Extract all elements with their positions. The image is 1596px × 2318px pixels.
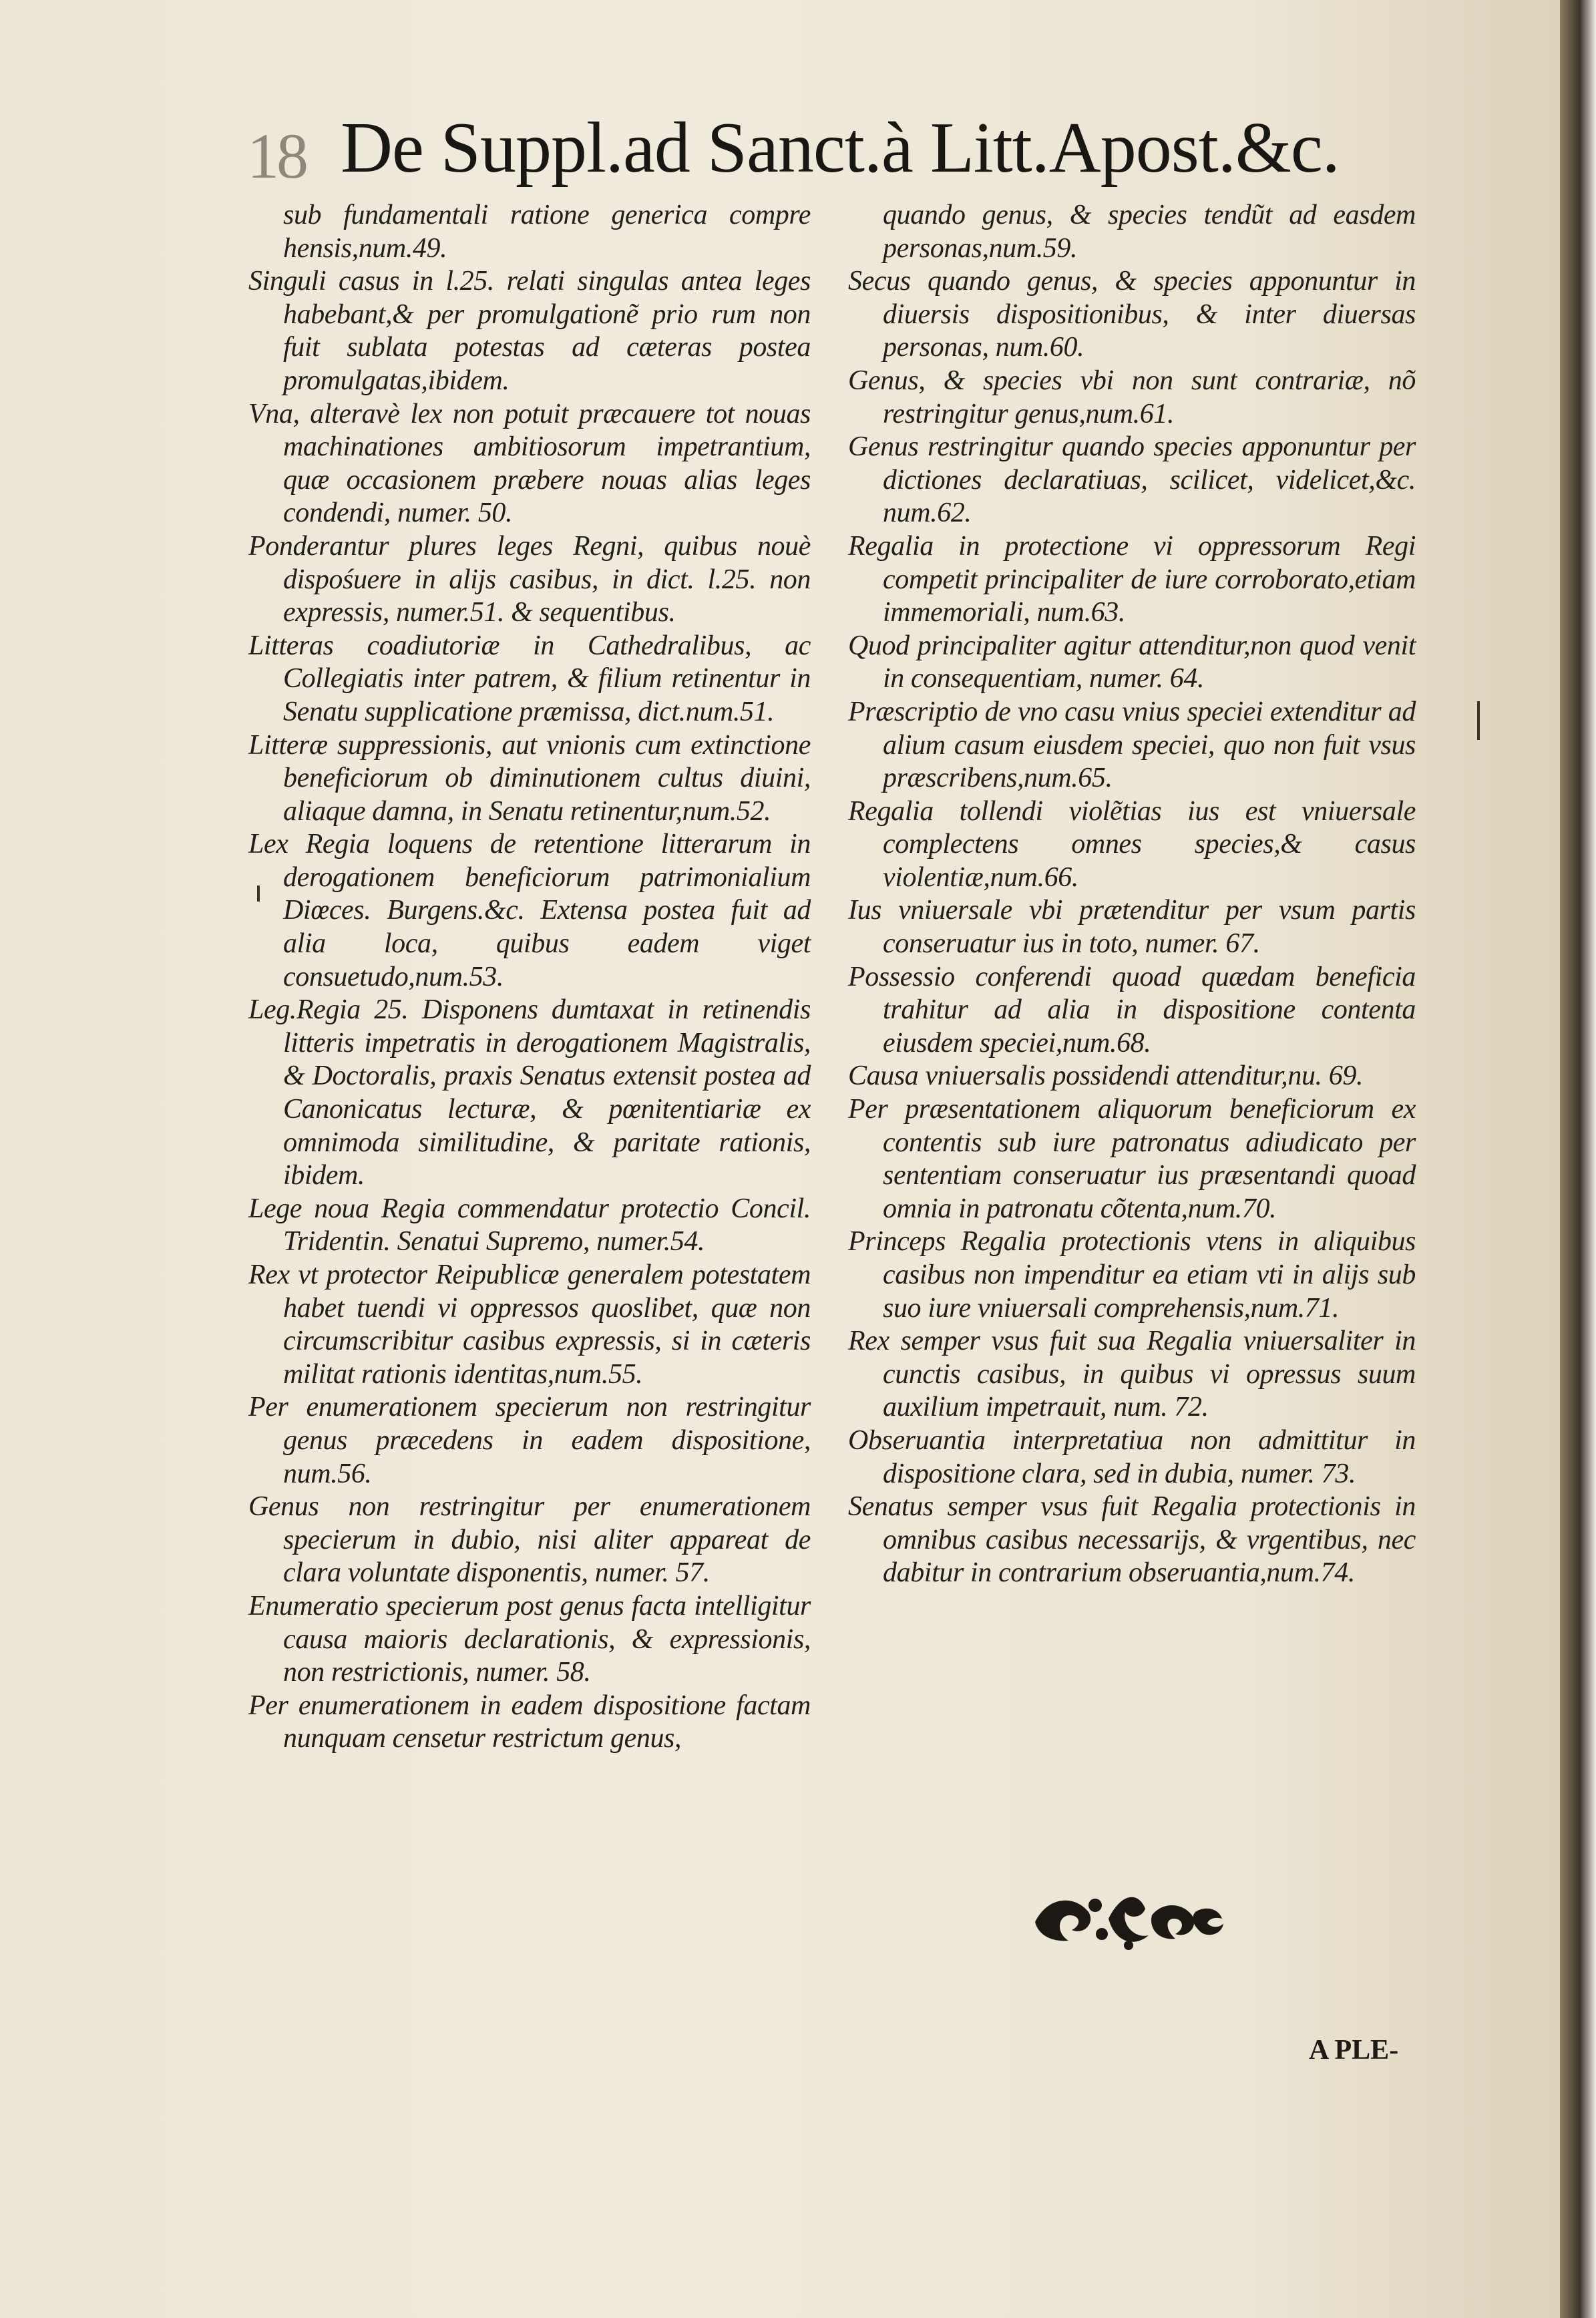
index-entry: Lex Regia loquens de retentione litterarum in derogationem beneficiorum patrimonialium Diœces. Burgens.&c. Extensa postea fuit ad alia loca, quibus eadem viget consuetudo,num.53. (248, 829, 811, 992)
index-entry: Causa vniuersalis possidendi attenditur,nu. 69. (848, 1060, 1364, 1092)
index-entry: Ius vniuersale vbi prætenditur per vsum partis conseruatur ius in toto, numer. 67. (848, 895, 1416, 960)
index-entry: Regalia in protectione vi oppressorum Regi competit principaliter de iure corroborato,etiam immemoriali, num.63. (848, 530, 1416, 628)
index-entry: Lege noua Regia commendatur protectio Concil. Tridentin. Senatui Supremo, numer.54. (248, 1193, 811, 1258)
margin-mark (1477, 701, 1480, 740)
index-entry: Obseruantia interpretatiua non admittitur in dispositione clara, sed in dubia, numer. 73. (848, 1424, 1416, 1489)
fleuron-ornament (1028, 1882, 1229, 1955)
index-entry: Possessio conferendi quoad quædam beneficia trahitur ad alia in dispositione contenta eiusdem speciei,num.68. (848, 961, 1416, 1058)
index-entry: Genus non restringitur per enumerationem specierum in dubio, nisi aliter appareat de clara voluntate disponentis, numer. 57. (248, 1491, 811, 1589)
index-entry: Per enumerationem specierum non restringitur genus præcedens in eadem dispositione, num.56. (248, 1392, 811, 1489)
folio-number: 18 (247, 120, 306, 192)
index-entry: Vna, alteravè lex non potuit præcauere tot nouas machinationes ambitiosorum impetrantium, quæ occasionem præbere nouas alias leges condendi, numer. 50. (248, 398, 811, 529)
index-entry: Singuli casus in l.25. relati singulas antea leges habebant,& per promulgationẽ prio rum non fuit sublata potestas ad cæteras postea promulgatas,ibidem. (248, 266, 811, 396)
index-entry: Rex semper vsus fuit sua Regalia vniuersaliter in cunctis casibus, in quibus vi opressus suum auxilium impetrauit, num. 72. (848, 1326, 1416, 1423)
index-entry: Regalia tollendi violẽtias ius est vniuersale complectens omnes species,& casus violentiæ,num.66. (848, 795, 1416, 893)
page-header (247, 100, 1342, 200)
right-column (848, 199, 1416, 1590)
index-entry: Ponderantur plures leges Regni, quibus nouè dispośuere in alijs casibus, in dict. l.25. non expressis, numer.51. & sequentibus. (248, 530, 811, 628)
catchword: A PLE- (1309, 2035, 1399, 2066)
left-column (248, 199, 811, 1756)
index-entry: Secus quando genus, & species apponuntur in diuersis dispositionibus, & inter diuersas personas, num.60. (848, 266, 1416, 363)
book-gutter (1560, 0, 1596, 2318)
index-entry: Senatus semper vsus fuit Regalia protectionis in omnibus casibus necessarijs, & vrgentibus, nec dabitur in contrarium obseruantia,num.74. (848, 1491, 1416, 1589)
index-entry: Leg.Regia 25. Disponens dumtaxat in retinendis litteris impetratis in derogationem Magistralis, & Doctoralis, praxis Senatus extensit postea ad Canonicatus lecturæ, & pœnitentiariæ ex omnimoda similitudine, & paritate rationis, ibidem. (248, 994, 811, 1191)
index-entry: Per enumerationem in eadem dispositione factam nunquam censetur restrictum genus, (248, 1690, 811, 1754)
index-entry: Genus, & species vbi non sunt contrariæ, nõ restringitur genus,num.61. (848, 365, 1416, 429)
index-entry: Litteræ suppressionis, aut vnionis cum extinctione beneficiorum ob diminutionem cultus diuini, aliaque damna, in Senatu retinentur,num.52. (248, 729, 811, 827)
index-entry: Præscriptio de vno casu vnius speciei extenditur ad alium casum eiusdem speciei, quo non fuit vsus præscribens,num.65. (848, 696, 1416, 794)
index-entry: Princeps Regalia protectionis vtens in aliquibus casibus non impenditur ea etiam vti in alijs sub suo iure vniuersali comprehensis,num.71. (848, 1226, 1416, 1324)
index-entry: Rex vt protector Reipublicæ generalem potestatem habet tuendi vi oppressos quoslibet, quæ non circumscribitur casibus expressis, si in cæteris militat rationis identitas,num.55. (248, 1260, 811, 1390)
index-entry: quando genus, & species tendũt ad easdem personas,num.59. (883, 200, 1416, 264)
index-entry: Genus restringitur quando species apponuntur per dictiones declaratiuas, scilicet, videlicet,&c. num.62. (848, 431, 1416, 529)
index-entry: sub fundamentali ratione generica compre hensis,num.49. (283, 200, 811, 264)
running-title: De Suppl.ad Sanct.à Litt.Apost.&c. (341, 108, 1340, 188)
index-entry: Quod principaliter agitur attenditur,non quod venit in consequentiam, numer. 64. (848, 630, 1416, 695)
index-entry: Litteras coadiutoriæ in Cathedralibus, ac Collegiatis inter patrem, & filium retinentur in Senatu supplicatione præmissa, dict.num.51. (248, 630, 811, 727)
index-entry: Per præsentationem aliquorum beneficiorum ex contentis sub iure patronatus adiudicato per sententiam conseruatur ius præsentandi quoad omnia in patronatu cõtenta,num.70. (848, 1094, 1416, 1224)
index-entry: Enumeratio specierum post genus facta intelligitur causa maioris declarationis, & expressionis, non restrictionis, numer. 58. (248, 1590, 811, 1688)
